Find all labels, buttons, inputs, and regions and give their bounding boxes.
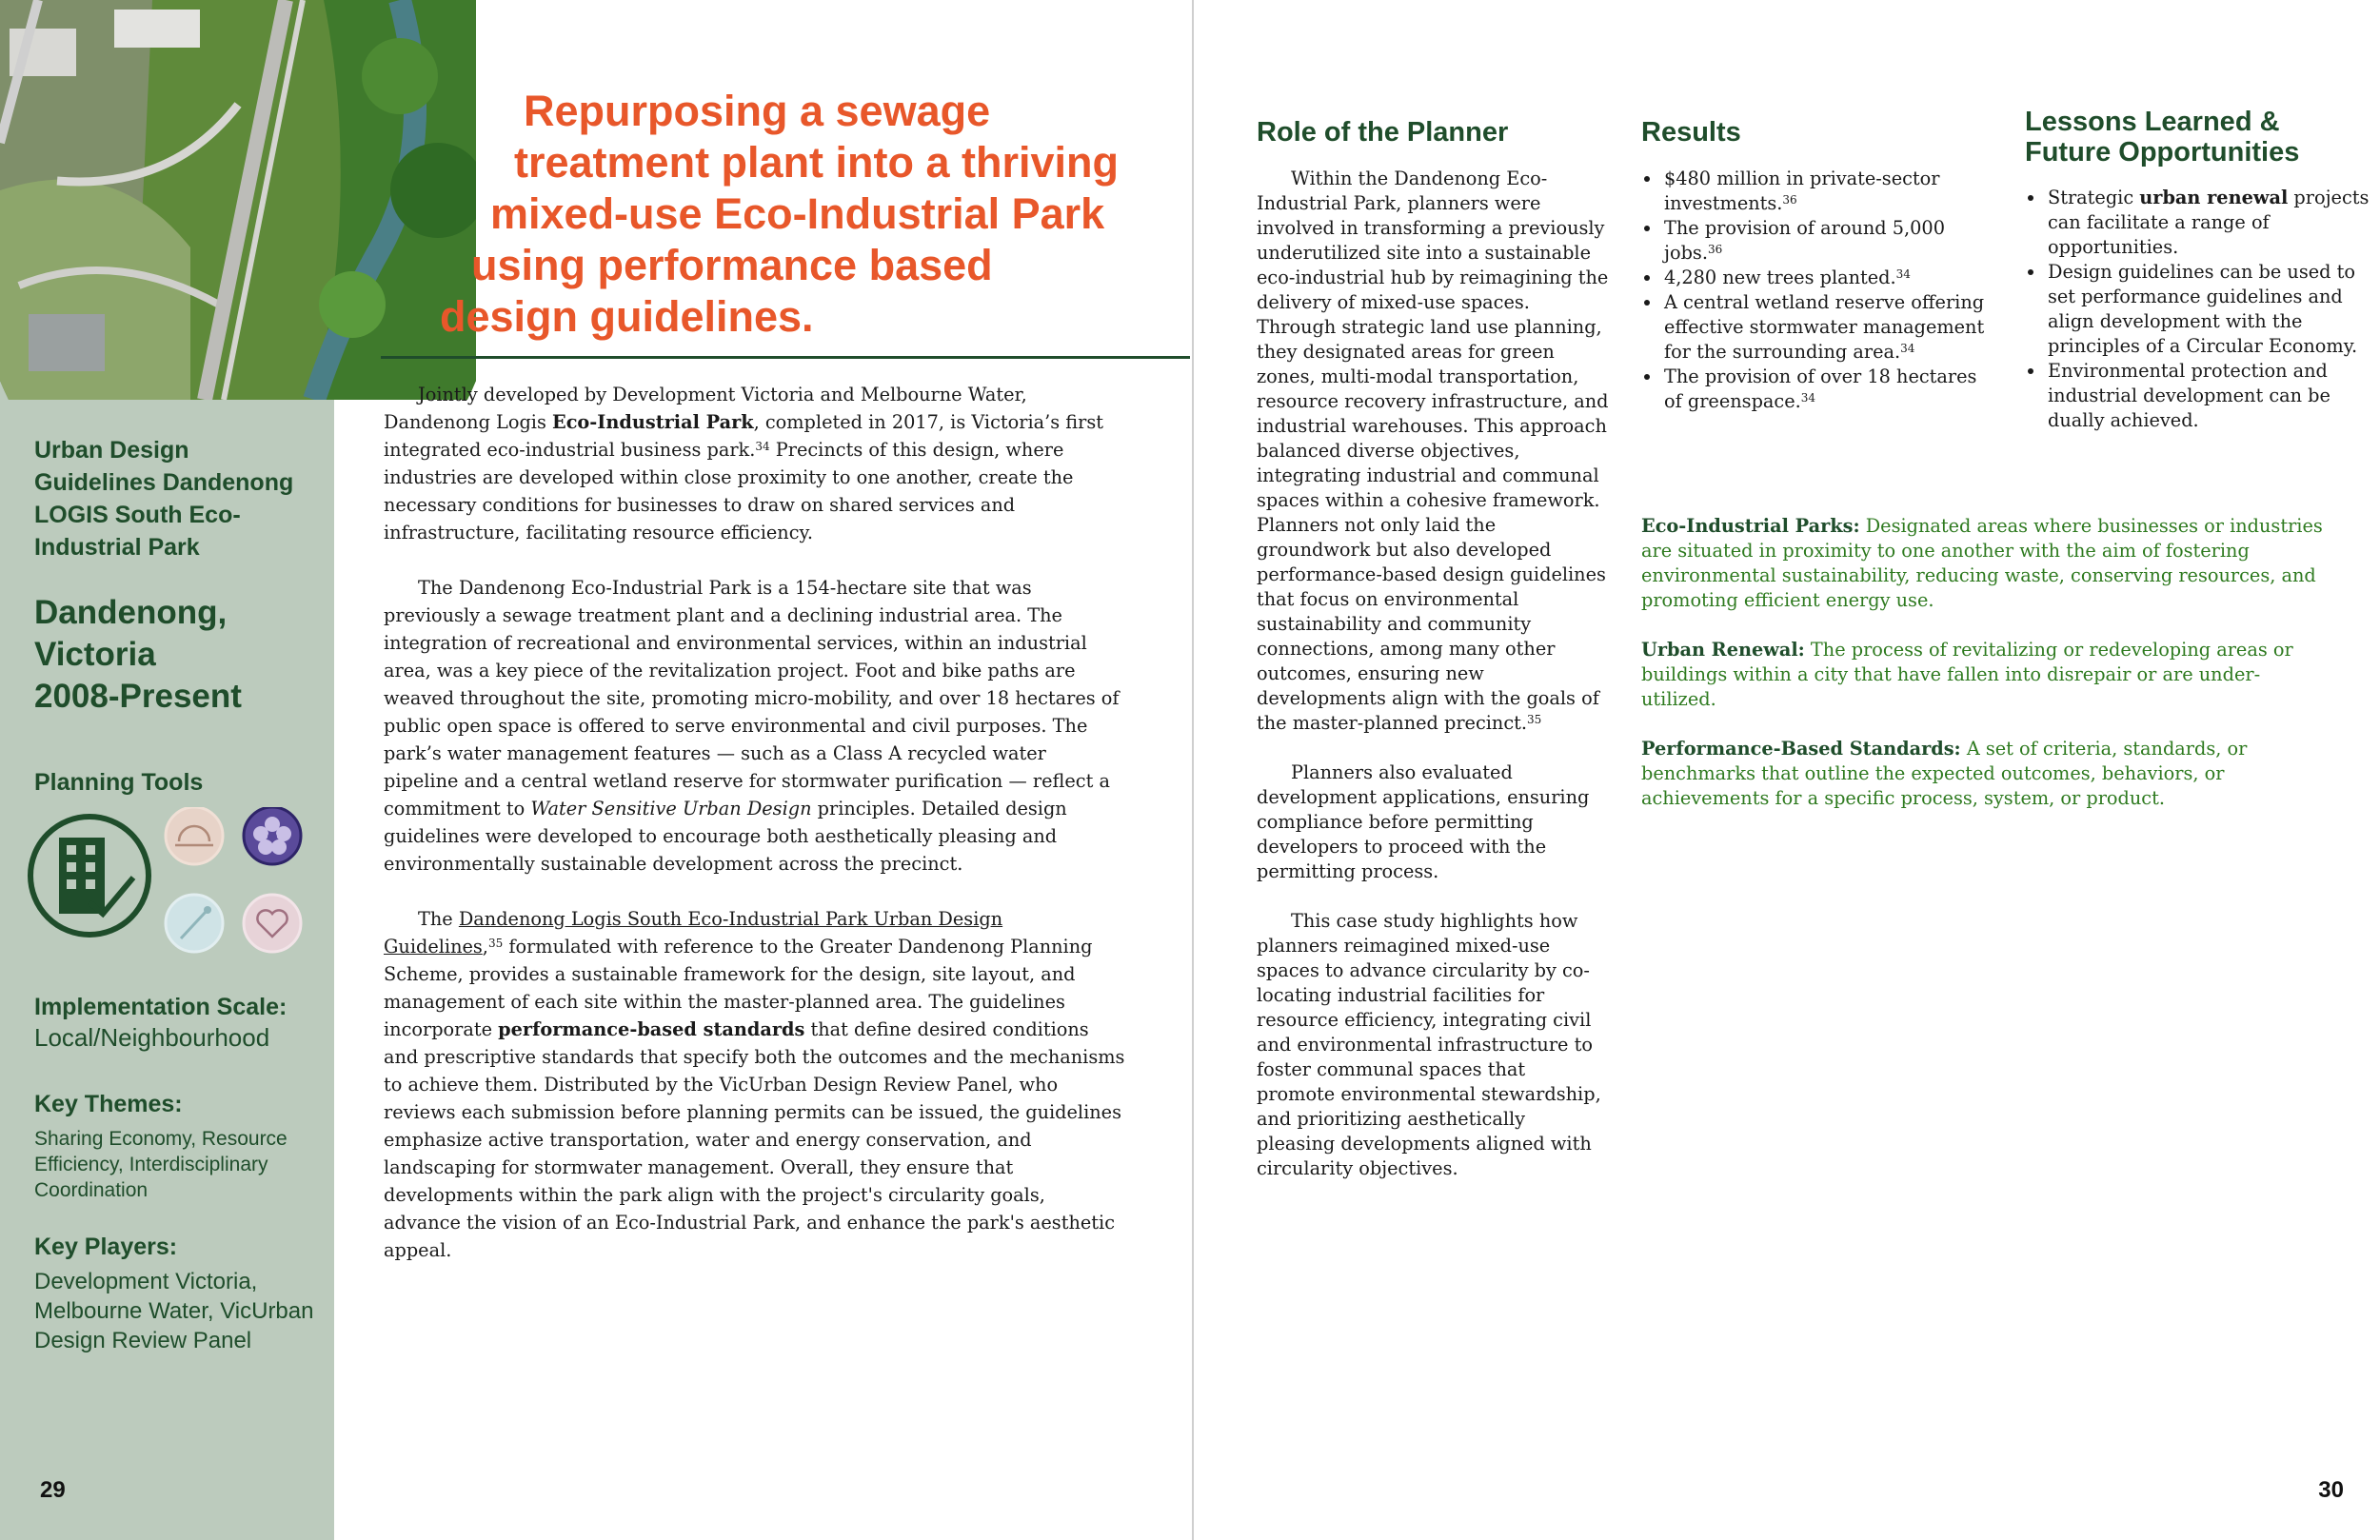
lessons-learned-heading	[2025, 107, 2368, 168]
definition-text: The process of revitalizing or redeveloping areas or buildings within a city that have fallen into disrepair or are under-utilized.	[1641, 639, 2293, 710]
flower-icon	[244, 807, 301, 864]
role-of-planner-body	[1257, 167, 1609, 1206]
planning-tools-heading: Planning Tools	[34, 769, 204, 796]
list-item: • 4,280 new trees planted.$^{34}$	[1662, 266, 1993, 290]
definition-term: Eco-Industrial Parks:	[1641, 515, 1860, 537]
italic-term: Water Sensitive Urban Design	[530, 798, 812, 819]
body-paragraph	[384, 381, 1126, 546]
location-line: Victoria	[34, 636, 156, 673]
project-name-line: Guidelines Dandenong	[34, 469, 294, 496]
page-title	[419, 86, 1180, 343]
sunrise-icon	[166, 807, 223, 864]
bold-term: performance-based standards	[498, 1018, 805, 1040]
footnote-ref: 36	[1782, 193, 1797, 207]
bold-term: urban renewal	[2139, 187, 2289, 208]
key-players-label: Key Players:	[34, 1234, 178, 1260]
title-line: design guidelines.	[440, 292, 814, 341]
definition-term: Performance-Based Standards:	[1641, 738, 1961, 760]
footnote-ref: 34	[1900, 342, 1915, 355]
footnote-ref: 34	[755, 440, 770, 453]
key-players	[34, 1234, 320, 1355]
project-name-line: Industrial Park	[34, 534, 200, 561]
title-line: using performance based	[471, 241, 993, 289]
page-number-right: 30	[2318, 1477, 2344, 1503]
text-run: The Dandenong Eco-Industrial Park is a 154-hectare site that was previously a sewage treatment plant and a declining industrial area. The integration of recreational and environmental services, within an industrial area, was a key piece of the revitalization project. Foot and bike paths are weaved throughout the site, promoting micro-mobility, and over 18 hectares of public open space is offered to serve environmental and civil purposes. The park’s water management features — such as a Class A recycled water pipeline and a central wetland reserve for stormwater purification — reflect a commitment to	[384, 577, 1120, 819]
list-item: • $480 million in private-sector investments.$^{36}$	[1662, 167, 1993, 216]
body-paragraph	[384, 574, 1126, 878]
list-item: • Design guidelines can be used to set performance guidelines and align development with the principles of a Circular Economy.	[2046, 260, 2377, 359]
heart-hand-icon	[244, 895, 301, 952]
footnote-ref: 36	[1707, 243, 1723, 256]
aerial-photo	[0, 0, 476, 400]
text-run: that define desired conditions and prescriptive standards that specify both the outcomes and the mechanisms to achieve them. Distributed by the VicUrban Design Review Panel, who reviews each submission before planning permits can be issued, the guidelines emphasize active transportation, water and energy conservation, and landscaping for stormwater management. Overall, they ensure that developments within the park align with the project's circularity goals, advance the vision of an Eco-Industrial Park, and enhance the park's aesthetic appeal.	[384, 1018, 1125, 1261]
text-run: Precincts of this design, where industries are developed within close proximity to one another, create the necessary conditions for businesses to draw on shared services and infrastructure, facilitating resource efficiency.	[384, 439, 1074, 543]
implementation-scale-label: Implementation Scale:	[34, 994, 288, 1020]
body-paragraph: Planners also evaluated development applications, ensuring compliance before permitting developers to proceed with the permitting process.	[1257, 761, 1590, 882]
footnote-ref: 34	[1895, 267, 1911, 281]
key-themes	[34, 1091, 320, 1203]
list-item: • The provision of around 5,000 jobs.$^{36}$	[1662, 216, 1993, 266]
list-item: • Strategic urban renewal projects can facilitate a range of opportunities.	[2046, 186, 2377, 260]
list-item: • A central wetland reserve offering effective stormwater management for the surrounding area.$^{34}$	[1662, 290, 1993, 365]
magic-wand-icon	[166, 895, 223, 952]
project-name-line: LOGIS South Eco-	[34, 502, 241, 528]
guidelines-link[interactable]: Dandenong Logis South Eco-Industrial Park Urban Design Guidelines	[384, 908, 1003, 958]
text-run: The	[418, 908, 459, 930]
title-line: Repurposing a sewage	[524, 87, 991, 135]
bold-term: Eco-Industrial Park	[552, 411, 754, 433]
glossary-definitions	[1641, 514, 2327, 836]
project-name	[34, 434, 320, 563]
date-range: 2008-Present	[34, 678, 242, 715]
title-divider	[381, 356, 1190, 359]
list-item: • Environmental protection and industrial development can be dually achieved.	[2046, 359, 2377, 433]
page-number-left: 29	[40, 1477, 66, 1503]
definition-term: Urban Renewal:	[1641, 639, 1805, 661]
heading-line: Future Opportunities	[2025, 137, 2300, 168]
planning-tools-icons	[21, 807, 316, 959]
role-of-planner-heading: Role of the Planner	[1257, 117, 1509, 148]
lessons-list	[2025, 186, 2377, 433]
footnote-ref: 35	[1527, 713, 1542, 726]
location-line: Dandenong,	[34, 594, 228, 631]
case-study-body	[384, 381, 1126, 1292]
body-paragraph: The Dandenong Logis South Eco-Industrial Park Urban Design Guidelines,$^{35}$ formulated with reference to the Greater Dandenong Planning Scheme, provides a sustainable framework for the design, site layout, and management of each site within the master-planned area. The guidelines incorporate performance-based standards that define desired conditions and prescriptive standards that specify both the outcomes and the mechanisms to achieve them. Distributed by the VicUrban Design Review Panel, who reviews each submission before planning permits can be issued, the guidelines emphasize active transportation, water and energy conservation, and landscaping for stormwater management. Overall, they ensure that developments within the park align with the project's circularity goals, advance the vision of an Eco-Industrial Park, and enhance the park's aesthetic appeal.	[384, 908, 1125, 1261]
right-page	[1194, 0, 2380, 1540]
title-line: treatment plant into a thriving	[514, 138, 1120, 187]
text-run: Within the Dandenong Eco-Industrial Park, planners were involved in transforming a previously underutilized site into a sustainable eco-industrial hub by reimagining the delivery of mixed-use spaces. Through strategic land use planning, they designated areas for green zones, multi-modal transportation, resource recovery infrastructure, and industrial warehouses. This approach balanced diverse objectives, integrating industrial and communal spaces within a cohesive framework. Planners not only laid the groundwork but also developed performance-based design guidelines that focus on environmental sustainability and community connections, among many other outcomes, ensuring new developments align with the goals of the master-planned precinct.	[1257, 168, 1609, 734]
text-run: , completed in 2017, is Victoria’s first integrated eco-industrial business park.	[384, 411, 1103, 461]
results-list	[1641, 167, 1993, 414]
implementation-scale	[34, 994, 320, 1054]
list-item: • The provision of over 18 hectares of greenspace.$^{34}$	[1662, 365, 1993, 414]
definition-text: Designated areas where businesses or industries are situated in proximity to one another with the aim of fostering environmental sustainability, reducing waste, conserving resources, and promoting efficient energy use.	[1641, 515, 2323, 611]
definition-text: A set of criteria, standards, or benchmarks that outline the expected outcomes, behaviors, or achievements for a specific process, system, or product.	[1641, 738, 2248, 809]
title-line: mixed-use Eco-Industrial Park	[490, 189, 1105, 238]
location-dates	[34, 592, 320, 718]
definition-item	[1641, 737, 2327, 811]
definition-item	[1641, 514, 2327, 613]
project-name-line: Urban Design	[34, 437, 189, 464]
text-run: principles. Detailed design guidelines were developed to encourage both aesthetically pleasing and environmentally sustainable development across the precinct.	[384, 798, 1067, 875]
implementation-scale-value: Local/Neighbourhood	[34, 1023, 270, 1052]
body-paragraph	[1257, 167, 1609, 736]
text-run: formulated with reference to the Greater Dandenong Planning Scheme, provides a sustainable framework for the design, site layout, and management of each site within the master-planned area. The guidelines incorporate	[384, 936, 1093, 1040]
text-run: Jointly developed by Development Victoria and Melbourne Water, Dandenong Logis	[384, 384, 1027, 433]
footnote-ref: 34	[1800, 391, 1816, 405]
heading-line: Lessons Learned &	[2025, 107, 2280, 137]
key-themes-value: Sharing Economy, Resource Efficiency, Interdisciplinary Coordination	[34, 1128, 288, 1201]
footnote-ref: 35	[487, 937, 504, 950]
building-checklist-icon	[30, 817, 149, 935]
body-paragraph: This case study highlights how planners reimagined mixed-use spaces to advance circularity by co-locating industrial facilities for resource efficiency, integrating civil and environmental infrastructure to foster communal spaces that promote environmental stewardship, and prioritizing aesthetically pleasing developments aligned with circularity objectives.	[1257, 910, 1601, 1179]
results-heading: Results	[1641, 117, 1741, 148]
key-themes-label: Key Themes:	[34, 1091, 183, 1117]
definition-item	[1641, 638, 2327, 712]
key-players-value: Development Victoria, Melbourne Water, VicUrban Design Review Panel	[34, 1269, 314, 1353]
